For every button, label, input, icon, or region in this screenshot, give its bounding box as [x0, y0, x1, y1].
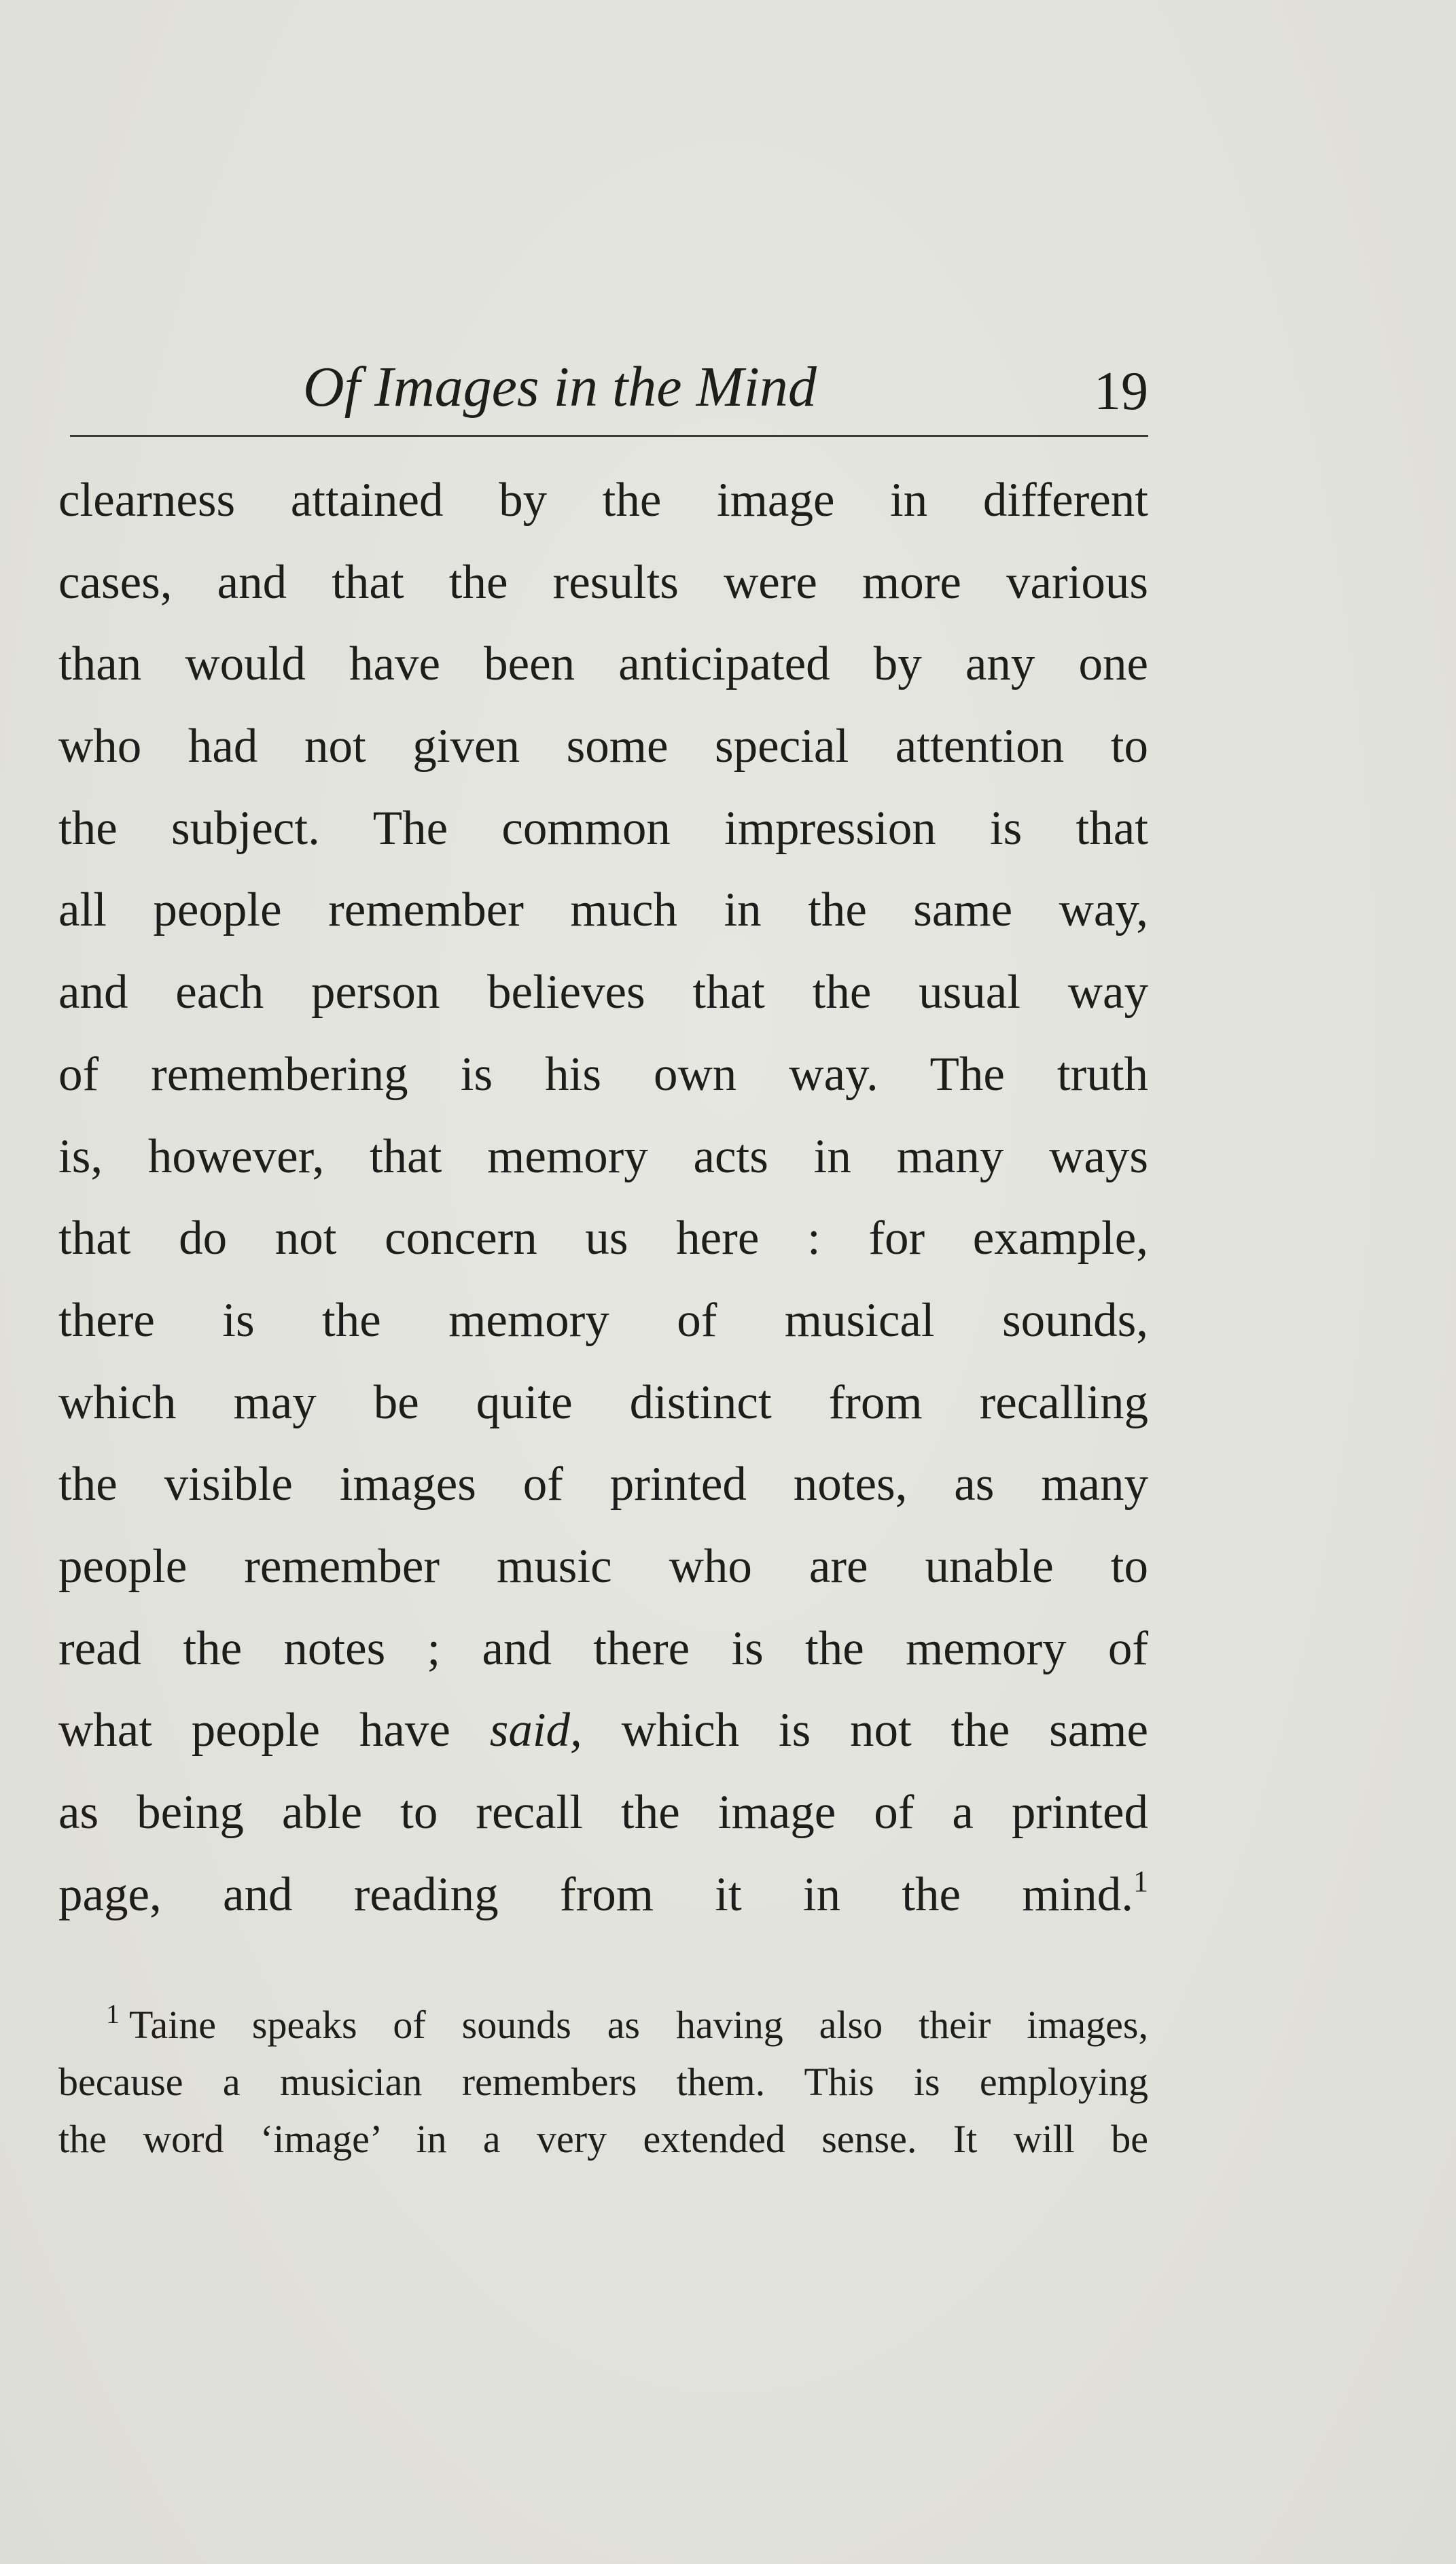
body-line: cases, and that the results were more various [58, 555, 1148, 609]
footnote-line: because a musician remembers them. This is employing [58, 2060, 1148, 2104]
body-line: and each person believes that the usual way [58, 966, 1148, 1019]
body-line: that do not concern us here : for example, [58, 1212, 1148, 1265]
footnote [58, 1997, 1148, 2168]
body-line-before-emphasis: what people have [58, 1704, 490, 1757]
footnote-marker: 1 [106, 1999, 120, 2029]
body-line-after-emphasis: which is not the same [582, 1704, 1148, 1757]
body-line: the subject. The common impression is that [58, 801, 1148, 855]
footnote-line-text: Taine speaks of sounds as having also their images, [129, 2003, 1148, 2047]
running-title: Of Images in the Mind [303, 355, 817, 419]
body-line: than would have been anticipated by any one [58, 637, 1148, 691]
body-line: as being able to recall the image of a printed [58, 1786, 1148, 1839]
body-last-line [58, 1854, 1148, 1936]
page-number: 19 [1094, 362, 1148, 421]
body-line: which may be quite distinct from recalling [58, 1375, 1148, 1429]
body-line: read the notes ; and there is the memory of [58, 1621, 1148, 1675]
body-line: all people remember much in the same way, [58, 883, 1148, 937]
body-line: of remembering is his own way. The truth [58, 1047, 1148, 1101]
header-rule [70, 435, 1148, 437]
body-line: people remember music who are unable to [58, 1539, 1148, 1593]
body-text [58, 459, 1148, 1935]
body-last-line-text: page, and reading from it in the mind. [58, 1867, 1133, 1921]
emphasized-word: said, [489, 1704, 582, 1757]
body-line-with-emphasis [58, 1689, 1148, 1772]
body-line: clearness attained by the image in different [58, 474, 1148, 527]
body-line: who had not given some special attention to [58, 720, 1148, 773]
footnote-line [58, 1997, 1148, 2054]
footnote-reference: 1 [1133, 1864, 1148, 1898]
footnote-line: the word ‘image’ in a very extended sense. It will be [58, 2117, 1148, 2161]
body-line: the visible images of printed notes, as many [58, 1458, 1148, 1511]
body-line: there is the memory of musical sounds, [58, 1293, 1148, 1347]
running-header [58, 340, 1148, 421]
body-line: is, however, that memory acts in many ways [58, 1129, 1148, 1183]
